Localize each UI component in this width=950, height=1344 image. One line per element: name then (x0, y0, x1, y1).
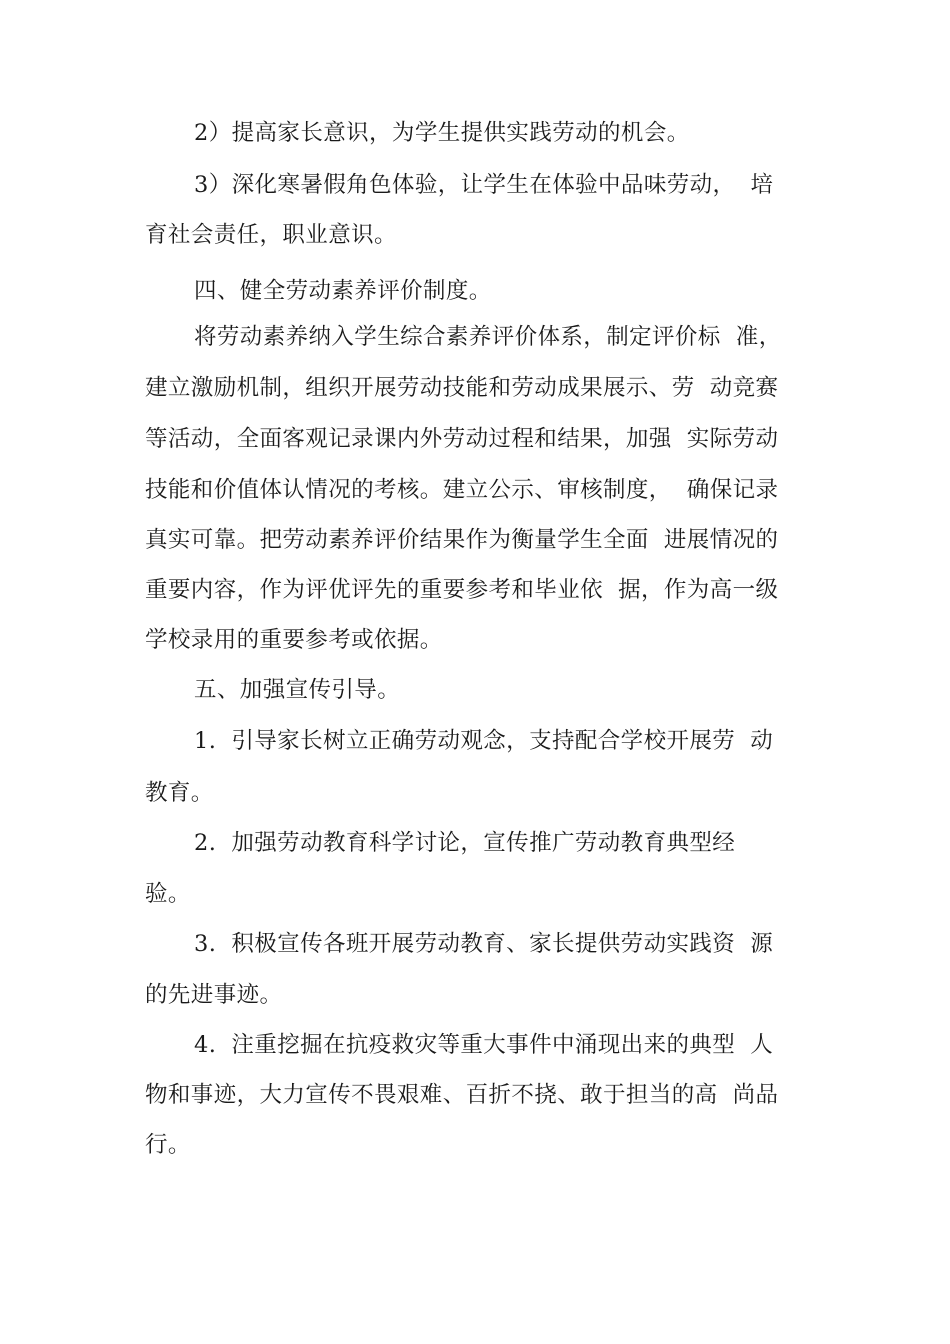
list-item-line: 4. 注重挖掘在抗疫救灾等重大事件中涌现出来的典型 人 (194, 1032, 774, 1058)
list-item-line: 物和事迹，大力宣传不畏艰难、百折不挠、敢于担当的高 尚品 (145, 1082, 779, 1108)
section-heading: 五、加强宣传引导。 (194, 677, 401, 703)
paragraph-line: 真实可靠。把劳动素养评价结果作为衡量学生全面 进展情况的 (145, 527, 779, 553)
section-heading: 四、健全劳动素养评价制度。 (194, 278, 492, 304)
list-item-line: 1. 引导家长树立正确劳动观念，支持配合学校开展劳 动 (194, 728, 774, 754)
list-item-line: 的先进事迹。 (145, 982, 283, 1008)
list-item-line: 行。 (145, 1132, 191, 1158)
list-item-line: 验。 (145, 881, 191, 907)
paragraph-line: 技能和价值体认情况的考核。建立公示、审核制度， 确保记录 (145, 477, 779, 503)
list-item-line: 2. 加强劳动教育科学讨论，宣传推广劳动教育典型经 (194, 830, 736, 856)
paragraph-line: 2）提高家长意识，为学生提供实践劳动的机会。 (194, 120, 690, 146)
list-item-line: 3. 积极宣传各班开展劳动教育、家长提供劳动实践资 源 (194, 931, 774, 957)
paragraph-line: 学校录用的重要参考或依据。 (145, 627, 443, 653)
paragraph-line: 重要内容，作为评优评先的重要参考和毕业依 据，作为高一级 (145, 577, 779, 603)
list-item-line: 教育。 (145, 780, 214, 806)
paragraph-line: 建立激励机制，组织开展劳动技能和劳动成果展示、劳 动竞赛 (145, 375, 779, 401)
paragraph-line: 将劳动素养纳入学生综合素养评价体系，制定评价标 准， (194, 324, 782, 350)
paragraph-line: 育社会责任，职业意识。 (145, 222, 397, 248)
paragraph-line: 3）深化寒暑假角色体验，让学生在体验中品味劳动， 培 (194, 172, 774, 198)
paragraph-line: 等活动，全面客观记录课内外劳动过程和结果，加强 实际劳动 (145, 426, 779, 452)
